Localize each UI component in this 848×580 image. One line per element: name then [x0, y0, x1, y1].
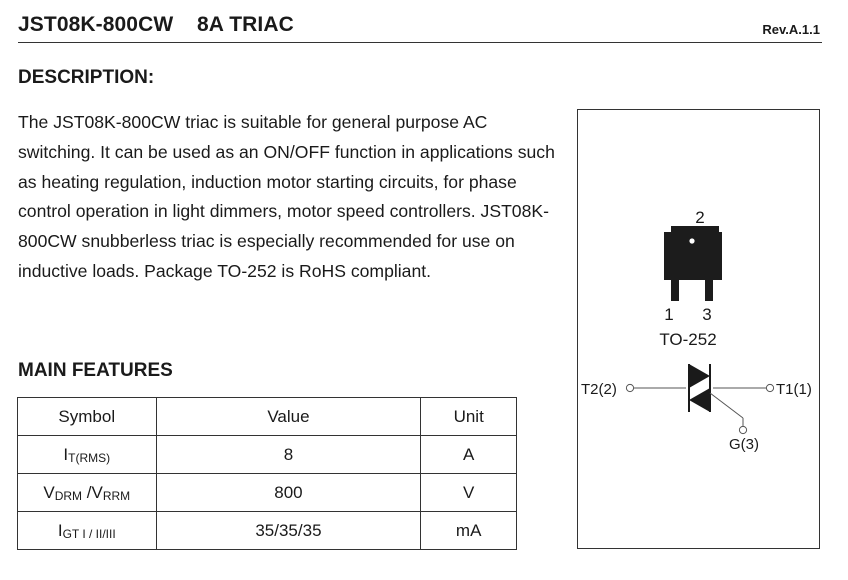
unit-cell: V — [421, 474, 517, 512]
column-header-unit: Unit — [421, 398, 517, 436]
pin-label-1: 1 — [664, 305, 674, 324]
package-figure — [577, 109, 820, 549]
triac-symbol — [626, 364, 773, 434]
gate-label: G(3) — [729, 436, 759, 453]
revision-label: Rev.A.1.1 — [762, 22, 820, 37]
package-name-label: TO-252 — [659, 330, 717, 349]
features-table — [17, 397, 517, 550]
t1-terminal — [766, 384, 773, 391]
t1-label: T1(1) — [776, 381, 812, 398]
gate-terminal — [739, 426, 746, 433]
table-row — [18, 512, 517, 550]
t2-label: T2(2) — [581, 381, 617, 398]
gate-lead-diagonal — [710, 393, 743, 418]
symbol-cell: IT(RMS) — [18, 436, 157, 474]
column-header-symbol: Symbol — [18, 398, 157, 436]
pin-label-3: 3 — [702, 305, 712, 324]
triac-triangle-reverse — [689, 388, 710, 412]
package-mark — [689, 238, 694, 243]
header-divider — [18, 42, 822, 43]
unit-cell: A — [421, 436, 517, 474]
lead-pin-3 — [705, 278, 713, 301]
value-cell: 8 — [156, 436, 421, 474]
features-heading: MAIN FEATURES — [18, 360, 173, 381]
to252-package-drawing — [664, 226, 722, 301]
lead-pin-1 — [671, 278, 679, 301]
column-header-value: Value — [156, 398, 421, 436]
symbol-cell: IGT I / II/III — [18, 512, 157, 550]
table-row — [18, 436, 517, 474]
description-text: The JST08K-800CW triac is suitable for general purpose AC switching. It can be used as an ON/OFF function in applications such as heating regulation, induction motor starting circuits, for phase control operation in light dimmers, motor speed controllers. JST08K-800CW snubberless triac is especially recommended for use on inductive loads. Package TO-252 is RoHS compliant. — [18, 112, 555, 281]
description-heading: DESCRIPTION: — [18, 67, 155, 88]
document-title: JST08K-800CW 8A TRIAC — [18, 13, 294, 36]
unit-cell: mA — [421, 512, 517, 550]
value-cell: 35/35/35 — [156, 512, 421, 550]
pin-label-2: 2 — [695, 208, 705, 227]
table-row — [18, 474, 517, 512]
symbol-cell: VDRM /VRRM — [18, 474, 157, 512]
triac-triangle-forward — [689, 364, 710, 388]
value-cell: 800 — [156, 474, 421, 512]
table-header-row — [18, 398, 517, 436]
package-diagram — [578, 110, 821, 550]
t2-terminal — [626, 384, 633, 391]
